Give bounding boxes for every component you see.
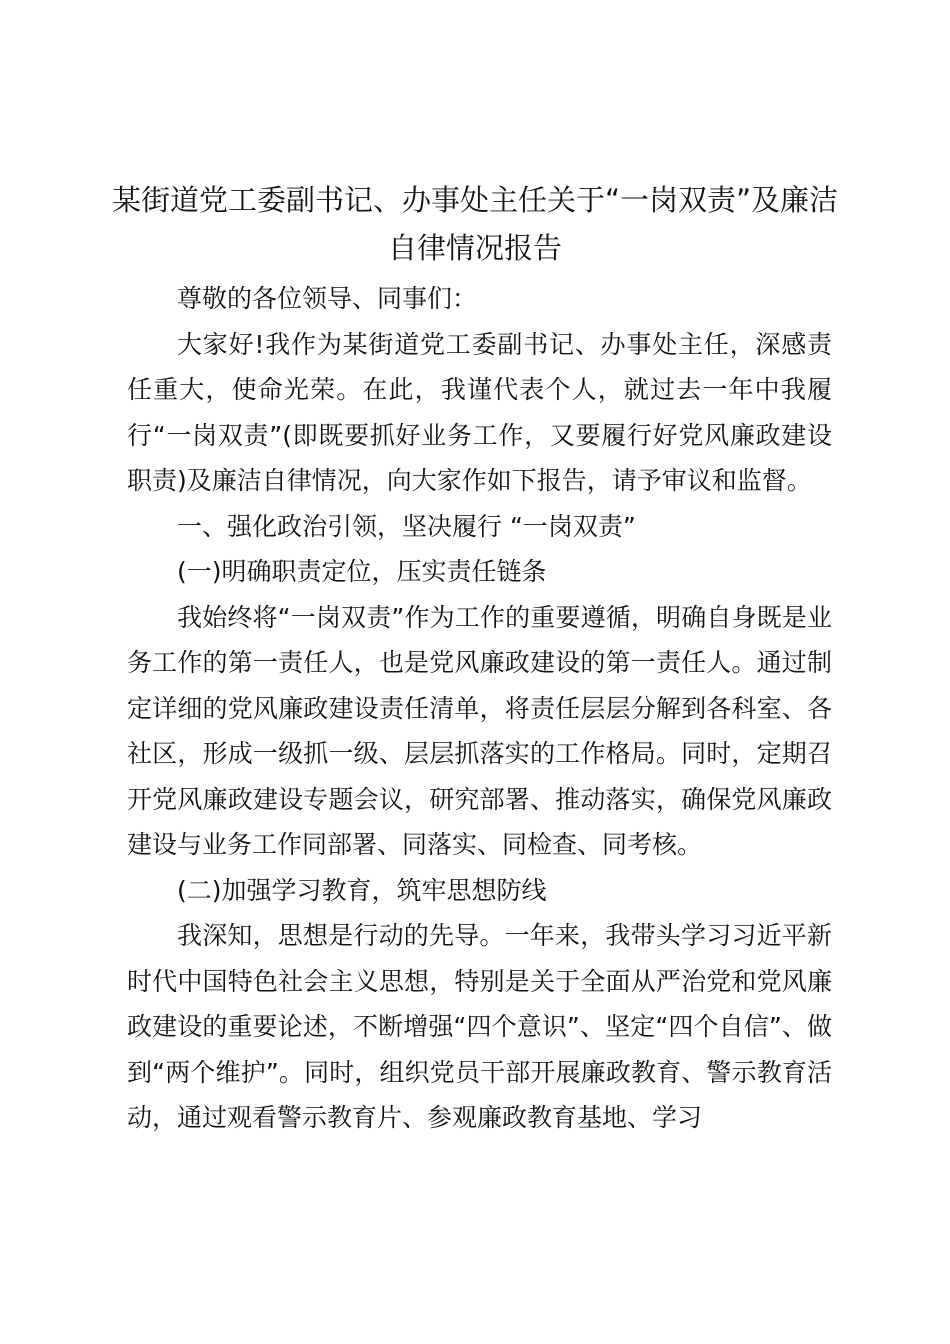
body-paragraph-2: 我深知，思想是行动的先导。一年来，我带头学习习近平新时代中国特色社会主义思想，特别是关于全面从严治党和党风廉政建设的重要论述，不断增强“四个意识”、坚定“四个自信”、做到“两个维护”。同时，组织党员干部开展廉政教育、警示教育活动，通过观看警示教育片、参观廉政教育基地、学习 [127, 921, 832, 1132]
subsection-heading-1: (一)明确职责定位，压实责任链条 [177, 557, 547, 586]
salutation-paragraph: 尊敬的各位领导、同事们： [177, 284, 478, 313]
intro-paragraph: 大家好!我作为某街道党工委副书记、办事处主任，深感责任重大，使命光荣。在此，我谨代表个人，就过去一年中我履行“一岗双责”(即既要抓好业务工作，又要履行好党风廉政建设职责)及廉洁自律情况，向大家作如下报告，请予审议和监督。 [127, 329, 832, 495]
body-paragraph-1: 我始终将“一岗双责”作为工作的重要遵循，明确自身既是业务工作的第一责任人，也是党风廉政建设的第一责任人。通过制定详细的党风廉政建设责任清单，将责任层层分解到各科室、各社区，形成一级抓一级、层层抓落实的工作格局。同时，定期召开党风廉政建设专题会议，研究部署、推动落实，确保党风廉政建设与业务工作同部署、同落实、同检查、同考核。 [127, 602, 832, 859]
subsection-heading-2: (二)加强学习教育，筑牢思想防线 [177, 875, 547, 905]
section-heading-1: 一、强化政治引领，坚决履行 “一岗双责” [177, 511, 636, 541]
document-body [127, 276, 832, 1141]
document-title: 某街道党工委副书记、办事处主任关于“一岗双责”及廉洁自律情况报告 [111, 183, 839, 265]
